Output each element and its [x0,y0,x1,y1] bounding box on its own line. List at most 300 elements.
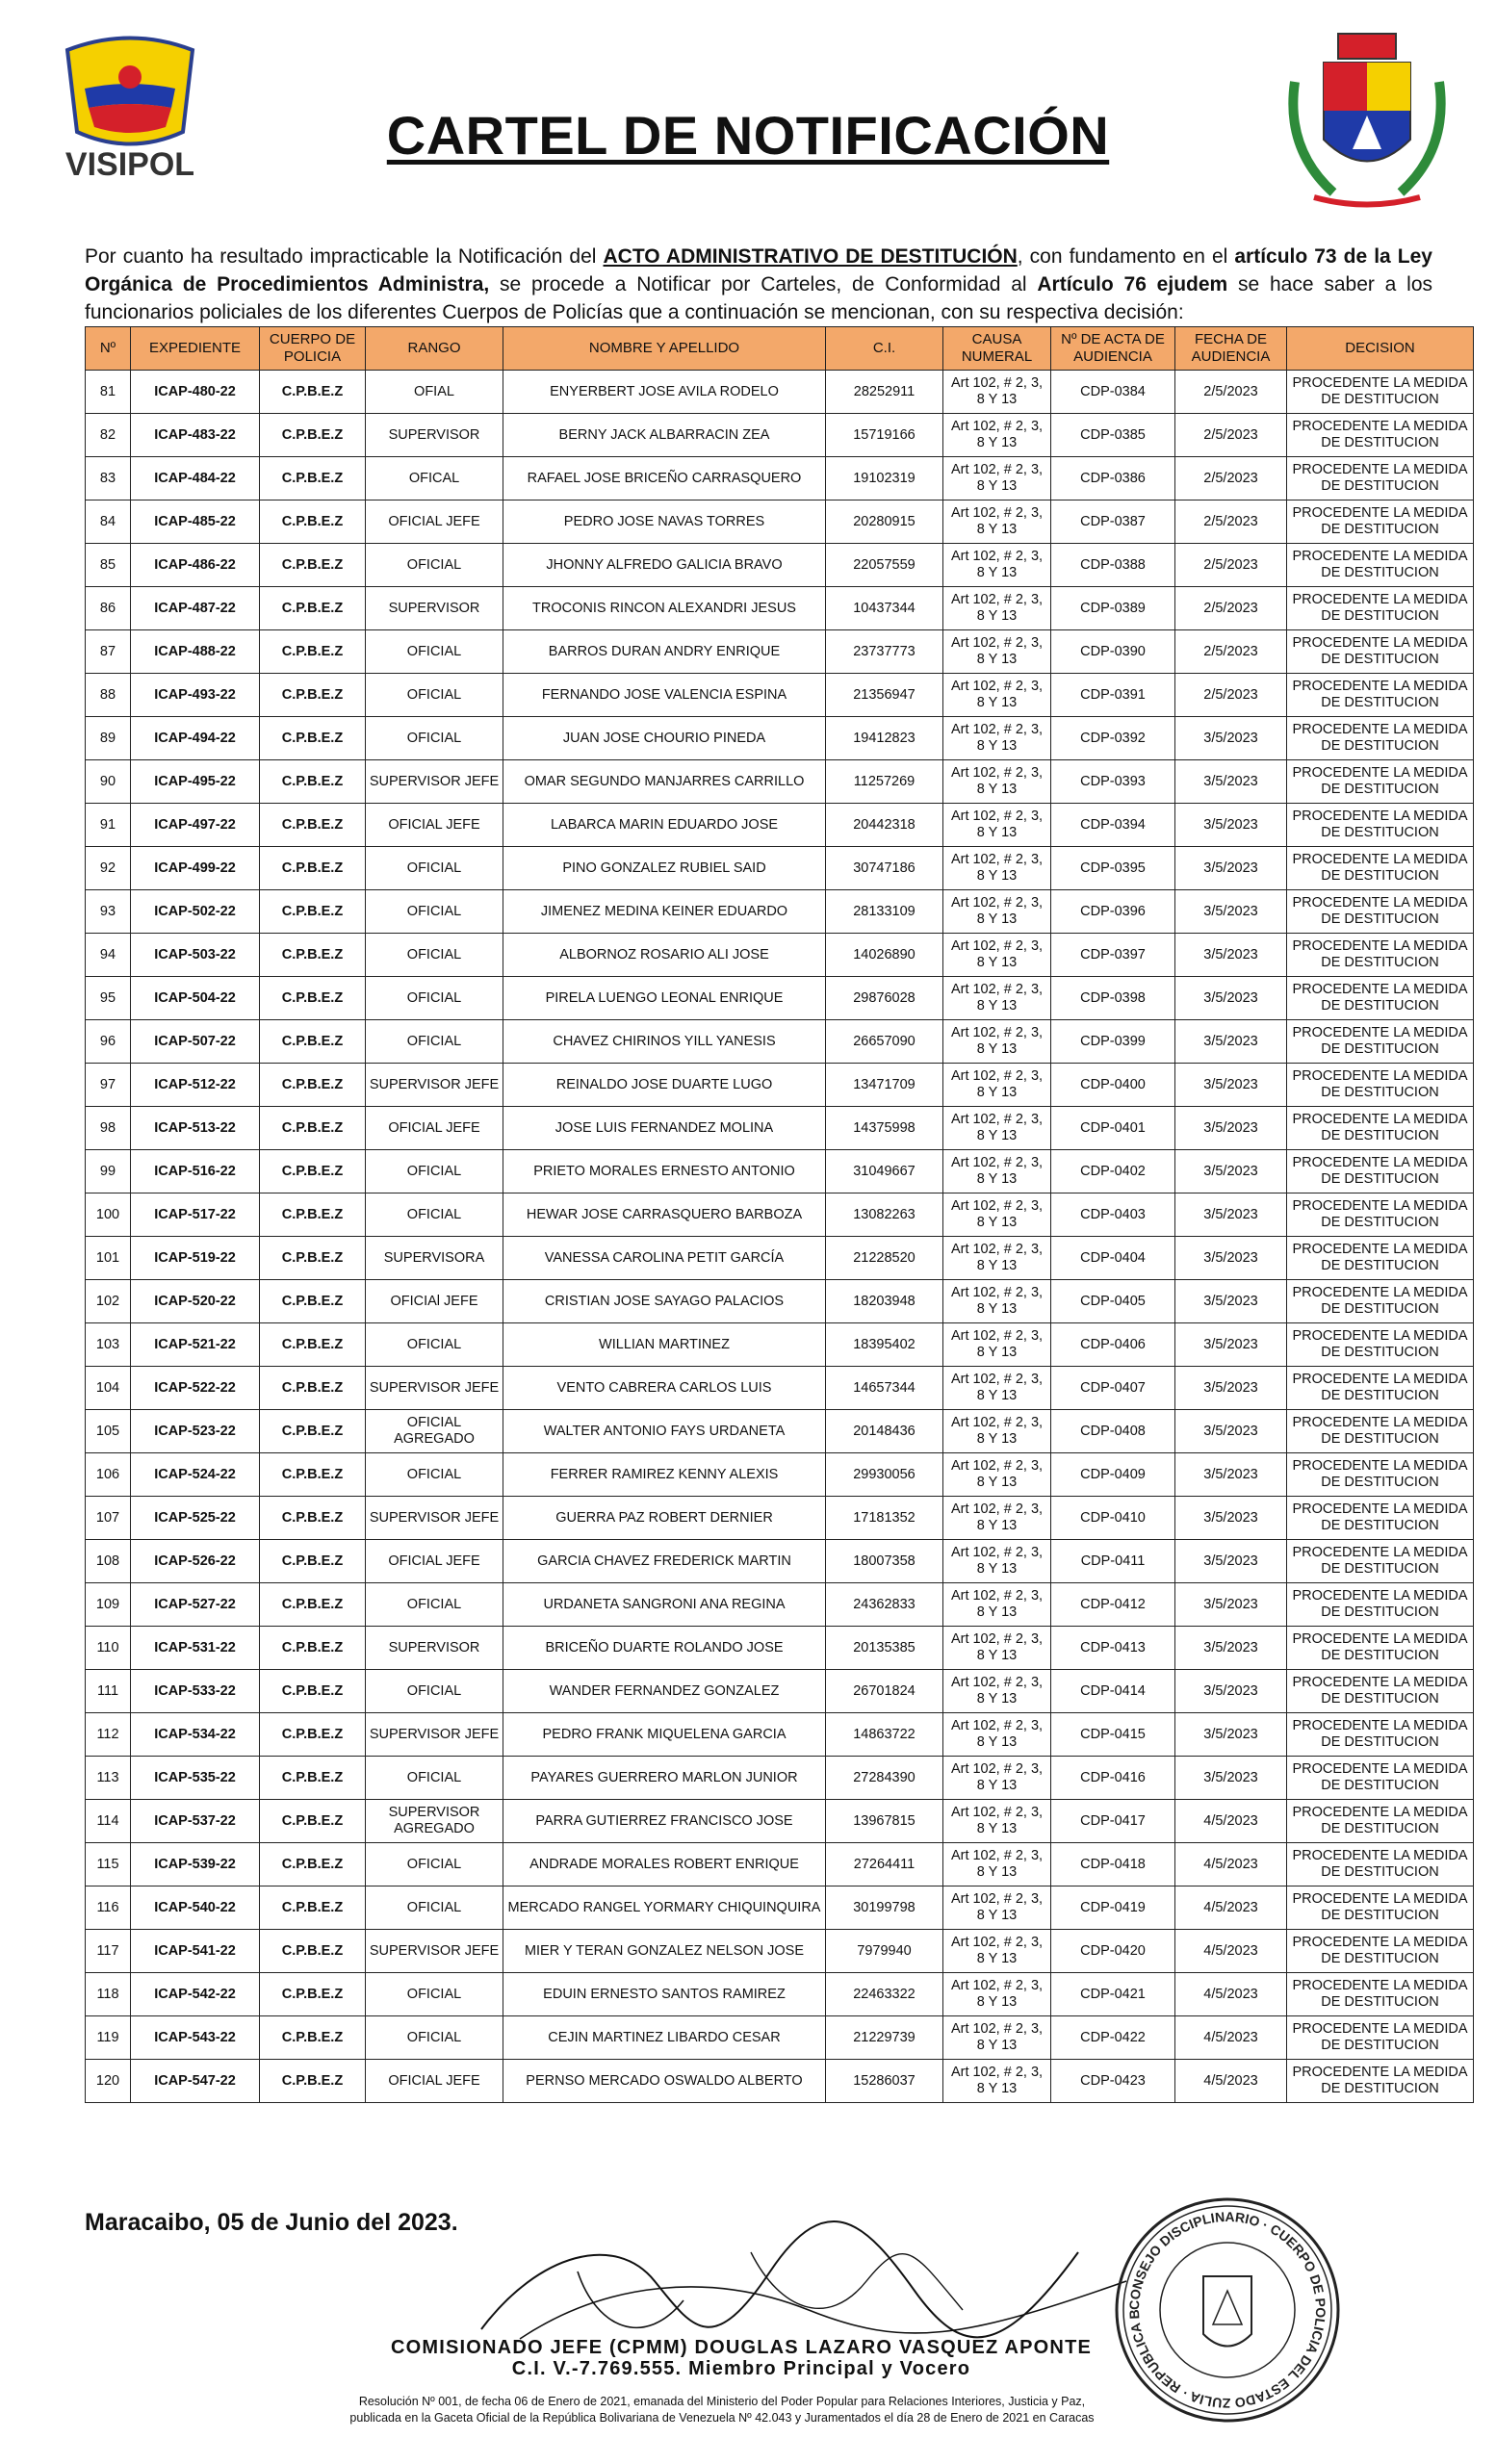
row-expediente: ICAP-542-22 [131,1973,260,2016]
row-cuerpo: C.P.B.E.Z [260,1886,366,1930]
row-fecha: 3/5/2023 [1175,934,1287,977]
row-nombre: PIRELA LUENGO LEONAL ENRIQUE [503,977,826,1020]
signer-name: COMISIONADO JEFE (CPMM) DOUGLAS LAZARO VASQUEZ APONTE [390,2337,1093,2358]
header-fecha: FECHA DE AUDIENCIA [1175,327,1287,371]
row-num: 99 [86,1150,131,1194]
row-cuerpo: C.P.B.E.Z [260,674,366,717]
row-expediente: ICAP-495-22 [131,760,260,804]
row-expediente: ICAP-483-22 [131,414,260,457]
row-nombre: JUAN JOSE CHOURIO PINEDA [503,717,826,760]
row-ci: 13471709 [826,1064,943,1107]
row-ci: 21356947 [826,674,943,717]
row-rango: OFICIAL [366,1670,503,1713]
row-acta: CDP-0391 [1051,674,1175,717]
row-expediente: ICAP-516-22 [131,1150,260,1194]
row-nombre: ANDRADE MORALES ROBERT ENRIQUE [503,1843,826,1886]
row-fecha: 3/5/2023 [1175,1583,1287,1627]
row-cuerpo: C.P.B.E.Z [260,1410,366,1453]
row-cuerpo: C.P.B.E.Z [260,1843,366,1886]
row-nombre: CEJIN MARTINEZ LIBARDO CESAR [503,2016,826,2060]
row-acta: CDP-0419 [1051,1886,1175,1930]
row-expediente: ICAP-537-22 [131,1800,260,1843]
row-ci: 27264411 [826,1843,943,1886]
intro-bold-3: Artículo 76 ejudem [1037,273,1228,295]
row-num: 101 [86,1237,131,1280]
row-decision: PROCEDENTE LA MEDIDA DE DESTITUCION [1287,977,1474,1020]
row-nombre: FERNANDO JOSE VALENCIA ESPINA [503,674,826,717]
row-causa: Art 102, # 2, 3, 8 Y 13 [943,544,1051,587]
row-expediente: ICAP-480-22 [131,371,260,414]
row-causa: Art 102, # 2, 3, 8 Y 13 [943,1323,1051,1367]
row-cuerpo: C.P.B.E.Z [260,1670,366,1713]
row-num: 117 [86,1930,131,1973]
row-num: 93 [86,890,131,934]
row-ci: 7979940 [826,1930,943,1973]
row-cuerpo: C.P.B.E.Z [260,1194,366,1237]
row-acta: CDP-0413 [1051,1627,1175,1670]
row-cuerpo: C.P.B.E.Z [260,804,366,847]
row-rango: OFICIAL [366,717,503,760]
row-decision: PROCEDENTE LA MEDIDA DE DESTITUCION [1287,1497,1474,1540]
footnote [241,2394,1203,2426]
row-rango: OFICIAl JEFE [366,1280,503,1323]
row-acta: CDP-0392 [1051,717,1175,760]
row-decision: PROCEDENTE LA MEDIDA DE DESTITUCION [1287,587,1474,630]
row-ci: 18395402 [826,1323,943,1367]
row-fecha: 3/5/2023 [1175,1367,1287,1410]
table-row [86,1713,1474,1757]
row-nombre: PAYARES GUERRERO MARLON JUNIOR [503,1757,826,1800]
table-row [86,674,1474,717]
row-num: 96 [86,1020,131,1064]
row-fecha: 4/5/2023 [1175,1973,1287,2016]
row-rango: SUPERVISOR JEFE [366,1367,503,1410]
row-causa: Art 102, # 2, 3, 8 Y 13 [943,1367,1051,1410]
row-decision: PROCEDENTE LA MEDIDA DE DESTITUCION [1287,2060,1474,2103]
row-ci: 21228520 [826,1237,943,1280]
intro-text-2: , con fundamento en el [1017,245,1235,268]
row-expediente: ICAP-524-22 [131,1453,260,1497]
row-ci: 28133109 [826,890,943,934]
table-body [86,371,1474,2103]
signer-id: C.I. V.-7.769.555. Miembro Principal y Vocero [511,2358,971,2379]
row-acta: CDP-0409 [1051,1453,1175,1497]
row-fecha: 2/5/2023 [1175,500,1287,544]
row-ci: 17181352 [826,1497,943,1540]
row-expediente: ICAP-539-22 [131,1843,260,1886]
row-acta: CDP-0414 [1051,1670,1175,1713]
row-ci: 30199798 [826,1886,943,1930]
row-causa: Art 102, # 2, 3, 8 Y 13 [943,1973,1051,2016]
row-ci: 22057559 [826,544,943,587]
row-causa: Art 102, # 2, 3, 8 Y 13 [943,2060,1051,2103]
row-cuerpo: C.P.B.E.Z [260,2060,366,2103]
row-nombre: JOSE LUIS FERNANDEZ MOLINA [503,1107,826,1150]
table-row [86,1150,1474,1194]
row-num: 106 [86,1453,131,1497]
row-cuerpo: C.P.B.E.Z [260,1150,366,1194]
row-ci: 13967815 [826,1800,943,1843]
row-num: 116 [86,1886,131,1930]
row-rango: OFICIAL [366,1757,503,1800]
row-rango: OFICIAL [366,1583,503,1627]
row-causa: Art 102, # 2, 3, 8 Y 13 [943,1843,1051,1886]
row-decision: PROCEDENTE LA MEDIDA DE DESTITUCION [1287,760,1474,804]
row-ci: 27284390 [826,1757,943,1800]
row-causa: Art 102, # 2, 3, 8 Y 13 [943,1713,1051,1757]
row-expediente: ICAP-494-22 [131,717,260,760]
row-rango: SUPERVISOR AGREGADO [366,1800,503,1843]
row-cuerpo: C.P.B.E.Z [260,1107,366,1150]
row-fecha: 4/5/2023 [1175,2060,1287,2103]
table-row [86,1410,1474,1453]
row-causa: Art 102, # 2, 3, 8 Y 13 [943,1280,1051,1323]
row-expediente: ICAP-547-22 [131,2060,260,2103]
row-acta: CDP-0411 [1051,1540,1175,1583]
row-nombre: BARROS DURAN ANDRY ENRIQUE [503,630,826,674]
table-header-row [86,327,1474,371]
row-nombre: ALBORNOZ ROSARIO ALI JOSE [503,934,826,977]
row-rango: SUPERVISOR [366,1627,503,1670]
row-expediente: ICAP-513-22 [131,1107,260,1150]
row-cuerpo: C.P.B.E.Z [260,1713,366,1757]
row-acta: CDP-0402 [1051,1150,1175,1194]
row-num: 118 [86,1973,131,2016]
row-expediente: ICAP-512-22 [131,1064,260,1107]
row-fecha: 3/5/2023 [1175,1323,1287,1367]
row-acta: CDP-0417 [1051,1800,1175,1843]
row-expediente: ICAP-531-22 [131,1627,260,1670]
row-nombre: VANESSA CAROLINA PETIT GARCÍA [503,1237,826,1280]
row-fecha: 3/5/2023 [1175,1540,1287,1583]
row-nombre: CHAVEZ CHIRINOS YILL YANESIS [503,1020,826,1064]
row-ci: 20148436 [826,1410,943,1453]
row-acta: CDP-0385 [1051,414,1175,457]
row-ci: 24362833 [826,1583,943,1627]
row-num: 114 [86,1800,131,1843]
intro-text-1: Por cuanto ha resultado impracticable la Notificación del [85,245,604,268]
header-cuerpo: CUERPO DE POLICIA [260,327,366,371]
row-ci: 18007358 [826,1540,943,1583]
row-num: 88 [86,674,131,717]
table-row [86,1973,1474,2016]
row-num: 81 [86,371,131,414]
row-ci: 20442318 [826,804,943,847]
row-expediente: ICAP-504-22 [131,977,260,1020]
row-cuerpo: C.P.B.E.Z [260,1540,366,1583]
row-fecha: 3/5/2023 [1175,1713,1287,1757]
row-decision: PROCEDENTE LA MEDIDA DE DESTITUCION [1287,1237,1474,1280]
row-rango: OFICIAL [366,890,503,934]
row-expediente: ICAP-522-22 [131,1367,260,1410]
row-num: 85 [86,544,131,587]
row-fecha: 3/5/2023 [1175,1237,1287,1280]
row-ci: 14657344 [826,1367,943,1410]
row-causa: Art 102, # 2, 3, 8 Y 13 [943,1757,1051,1800]
row-cuerpo: C.P.B.E.Z [260,457,366,500]
header-acta: Nº DE ACTA DE AUDIENCIA [1051,327,1175,371]
row-ci: 20135385 [826,1627,943,1670]
row-ci: 30747186 [826,847,943,890]
row-rango: OFICIAL JEFE [366,1540,503,1583]
row-nombre: CRISTIAN JOSE SAYAGO PALACIOS [503,1280,826,1323]
row-fecha: 4/5/2023 [1175,1930,1287,1973]
row-acta: CDP-0421 [1051,1973,1175,2016]
row-causa: Art 102, # 2, 3, 8 Y 13 [943,587,1051,630]
row-causa: Art 102, # 2, 3, 8 Y 13 [943,890,1051,934]
row-cuerpo: C.P.B.E.Z [260,1323,366,1367]
row-nombre: MERCADO RANGEL YORMARY CHIQUINQUIRA [503,1886,826,1930]
row-acta: CDP-0396 [1051,890,1175,934]
row-fecha: 3/5/2023 [1175,1064,1287,1107]
row-ci: 29876028 [826,977,943,1020]
row-fecha: 3/5/2023 [1175,1627,1287,1670]
table-row [86,1540,1474,1583]
row-rango: SUPERVISOR JEFE [366,1064,503,1107]
row-decision: PROCEDENTE LA MEDIDA DE DESTITUCION [1287,1583,1474,1627]
row-num: 89 [86,717,131,760]
row-cuerpo: C.P.B.E.Z [260,630,366,674]
seal-text: CONSEJO DISCIPLINARIO · CUERPO DE POLICIA DEL ESTADO ZULIA · REPUBLICA B [1125,2208,1329,2412]
row-fecha: 2/5/2023 [1175,630,1287,674]
row-expediente: ICAP-540-22 [131,1886,260,1930]
row-fecha: 3/5/2023 [1175,890,1287,934]
row-rango: OFICIAL [366,1150,503,1194]
row-acta: CDP-0387 [1051,500,1175,544]
row-expediente: ICAP-526-22 [131,1540,260,1583]
row-acta: CDP-0400 [1051,1064,1175,1107]
row-decision: PROCEDENTE LA MEDIDA DE DESTITUCION [1287,1886,1474,1930]
row-decision: PROCEDENTE LA MEDIDA DE DESTITUCION [1287,414,1474,457]
intro-text-3: se procede a Notificar por Carteles, de Conformidad al [489,273,1038,295]
row-acta: CDP-0423 [1051,2060,1175,2103]
row-rango: OFICIAL [366,1886,503,1930]
table-row [86,457,1474,500]
row-decision: PROCEDENTE LA MEDIDA DE DESTITUCION [1287,1757,1474,1800]
row-fecha: 3/5/2023 [1175,1020,1287,1064]
row-cuerpo: C.P.B.E.Z [260,414,366,457]
row-causa: Art 102, # 2, 3, 8 Y 13 [943,717,1051,760]
row-causa: Art 102, # 2, 3, 8 Y 13 [943,2016,1051,2060]
row-nombre: WALTER ANTONIO FAYS URDANETA [503,1410,826,1453]
row-decision: PROCEDENTE LA MEDIDA DE DESTITUCION [1287,1323,1474,1367]
row-causa: Art 102, # 2, 3, 8 Y 13 [943,1886,1051,1930]
row-rango: OFICIAL [366,1973,503,2016]
intro-paragraph [85,243,1432,326]
row-cuerpo: C.P.B.E.Z [260,544,366,587]
table-row [86,934,1474,977]
row-nombre: REINALDO JOSE DUARTE LUGO [503,1064,826,1107]
row-ci: 15719166 [826,414,943,457]
row-cuerpo: C.P.B.E.Z [260,1800,366,1843]
row-decision: PROCEDENTE LA MEDIDA DE DESTITUCION [1287,1973,1474,2016]
row-acta: CDP-0422 [1051,2016,1175,2060]
row-rango: OFICIAL [366,544,503,587]
row-acta: CDP-0405 [1051,1280,1175,1323]
row-rango: OFICIAL [366,977,503,1020]
table-row [86,1583,1474,1627]
row-causa: Art 102, # 2, 3, 8 Y 13 [943,1150,1051,1194]
row-cuerpo: C.P.B.E.Z [260,1453,366,1497]
row-num: 104 [86,1367,131,1410]
svg-text:VISIPOL: VISIPOL [64,146,195,183]
row-fecha: 3/5/2023 [1175,804,1287,847]
row-fecha: 2/5/2023 [1175,371,1287,414]
row-causa: Art 102, # 2, 3, 8 Y 13 [943,1194,1051,1237]
row-fecha: 3/5/2023 [1175,1670,1287,1713]
row-cuerpo: C.P.B.E.Z [260,934,366,977]
row-ci: 19412823 [826,717,943,760]
row-fecha: 4/5/2023 [1175,1843,1287,1886]
row-decision: PROCEDENTE LA MEDIDA DE DESTITUCION [1287,1064,1474,1107]
row-fecha: 3/5/2023 [1175,1410,1287,1453]
row-acta: CDP-0397 [1051,934,1175,977]
row-num: 91 [86,804,131,847]
table-row [86,1627,1474,1670]
row-cuerpo: C.P.B.E.Z [260,1973,366,2016]
footnote-line-2: publicada en la Gaceta Oficial de la República Bolivariana de Venezuela Nº 42.043 y Juramentados el día 28 de Enero de 2021 en Caracas [349,2411,1095,2425]
row-rango: OFICIAL [366,934,503,977]
row-nombre: PEDRO JOSE NAVAS TORRES [503,500,826,544]
table-row [86,1886,1474,1930]
row-nombre: BERNY JACK ALBARRACIN ZEA [503,414,826,457]
header-expediente: EXPEDIENTE [131,327,260,371]
row-fecha: 3/5/2023 [1175,717,1287,760]
row-decision: PROCEDENTE LA MEDIDA DE DESTITUCION [1287,1843,1474,1886]
row-fecha: 3/5/2023 [1175,1757,1287,1800]
row-decision: PROCEDENTE LA MEDIDA DE DESTITUCION [1287,1540,1474,1583]
row-expediente: ICAP-487-22 [131,587,260,630]
row-causa: Art 102, # 2, 3, 8 Y 13 [943,760,1051,804]
row-rango: OFICIAL [366,1194,503,1237]
row-rango: OFICIAL [366,674,503,717]
row-expediente: ICAP-493-22 [131,674,260,717]
row-expediente: ICAP-520-22 [131,1280,260,1323]
row-num: 109 [86,1583,131,1627]
row-decision: PROCEDENTE LA MEDIDA DE DESTITUCION [1287,1670,1474,1713]
row-rango: SUPERVISORA [366,1237,503,1280]
table-row [86,760,1474,804]
row-expediente: ICAP-541-22 [131,1930,260,1973]
row-nombre: MIER Y TERAN GONZALEZ NELSON JOSE [503,1930,826,1973]
row-causa: Art 102, # 2, 3, 8 Y 13 [943,1627,1051,1670]
row-acta: CDP-0403 [1051,1194,1175,1237]
header-ci: C.I. [826,327,943,371]
table-row [86,804,1474,847]
row-rango: OFICIAL AGREGADO [366,1410,503,1453]
row-acta: CDP-0386 [1051,457,1175,500]
table-row [86,1930,1474,1973]
row-expediente: ICAP-543-22 [131,2016,260,2060]
row-rango: OFICIAL JEFE [366,500,503,544]
row-nombre: JIMENEZ MEDINA KEINER EDUARDO [503,890,826,934]
row-acta: CDP-0398 [1051,977,1175,1020]
row-causa: Art 102, # 2, 3, 8 Y 13 [943,1540,1051,1583]
row-cuerpo: C.P.B.E.Z [260,847,366,890]
row-expediente: ICAP-486-22 [131,544,260,587]
row-fecha: 3/5/2023 [1175,977,1287,1020]
row-num: 105 [86,1410,131,1453]
row-expediente: ICAP-523-22 [131,1410,260,1453]
row-decision: PROCEDENTE LA MEDIDA DE DESTITUCION [1287,1800,1474,1843]
row-nombre: ENYERBERT JOSE AVILA RODELO [503,371,826,414]
row-causa: Art 102, # 2, 3, 8 Y 13 [943,500,1051,544]
row-ci: 11257269 [826,760,943,804]
row-nombre: PRIETO MORALES ERNESTO ANTONIO [503,1150,826,1194]
row-causa: Art 102, # 2, 3, 8 Y 13 [943,934,1051,977]
row-decision: PROCEDENTE LA MEDIDA DE DESTITUCION [1287,457,1474,500]
row-acta: CDP-0410 [1051,1497,1175,1540]
header-rango: RANGO [366,327,503,371]
row-nombre: PERNSO MERCADO OSWALDO ALBERTO [503,2060,826,2103]
row-decision: PROCEDENTE LA MEDIDA DE DESTITUCION [1287,371,1474,414]
row-cuerpo: C.P.B.E.Z [260,371,366,414]
row-causa: Art 102, # 2, 3, 8 Y 13 [943,630,1051,674]
table-row [86,414,1474,457]
row-nombre: FERRER RAMIREZ KENNY ALEXIS [503,1453,826,1497]
row-causa: Art 102, # 2, 3, 8 Y 13 [943,457,1051,500]
row-expediente: ICAP-521-22 [131,1323,260,1367]
row-num: 83 [86,457,131,500]
row-rango: SUPERVISOR [366,414,503,457]
row-rango: OFICIAL [366,630,503,674]
row-expediente: ICAP-484-22 [131,457,260,500]
row-causa: Art 102, # 2, 3, 8 Y 13 [943,1107,1051,1150]
row-decision: PROCEDENTE LA MEDIDA DE DESTITUCION [1287,500,1474,544]
row-ci: 21229739 [826,2016,943,2060]
table-row [86,544,1474,587]
row-acta: CDP-0384 [1051,371,1175,414]
row-ci: 31049667 [826,1150,943,1194]
row-num: 87 [86,630,131,674]
row-num: 84 [86,500,131,544]
row-fecha: 3/5/2023 [1175,1150,1287,1194]
row-fecha: 3/5/2023 [1175,1194,1287,1237]
row-fecha: 2/5/2023 [1175,674,1287,717]
table-row [86,1757,1474,1800]
table-row [86,1670,1474,1713]
row-num: 94 [86,934,131,977]
row-ci: 28252911 [826,371,943,414]
row-decision: PROCEDENTE LA MEDIDA DE DESTITUCION [1287,544,1474,587]
table-row [86,1107,1474,1150]
notification-table [85,326,1474,2103]
table-row [86,1064,1474,1107]
row-rango: OFICIAL JEFE [366,2060,503,2103]
table-row [86,1497,1474,1540]
row-ci: 14863722 [826,1713,943,1757]
row-rango: SUPERVISOR JEFE [366,760,503,804]
row-num: 95 [86,977,131,1020]
row-ci: 29930056 [826,1453,943,1497]
row-cuerpo: C.P.B.E.Z [260,1627,366,1670]
row-num: 108 [86,1540,131,1583]
row-rango: SUPERVISOR JEFE [366,1497,503,1540]
row-ci: 14026890 [826,934,943,977]
table-row [86,977,1474,1020]
row-cuerpo: C.P.B.E.Z [260,977,366,1020]
intro-bold-1: ACTO ADMINISTRATIVO DE DESTITUCIÓN [603,245,1018,268]
row-nombre: VENTO CABRERA CARLOS LUIS [503,1367,826,1410]
row-ci: 18203948 [826,1280,943,1323]
row-causa: Art 102, # 2, 3, 8 Y 13 [943,977,1051,1020]
row-ci: 19102319 [826,457,943,500]
row-nombre: GUERRA PAZ ROBERT DERNIER [503,1497,826,1540]
row-causa: Art 102, # 2, 3, 8 Y 13 [943,1497,1051,1540]
row-decision: PROCEDENTE LA MEDIDA DE DESTITUCION [1287,1453,1474,1497]
row-cuerpo: C.P.B.E.Z [260,1583,366,1627]
row-rango: OFICIAL JEFE [366,1107,503,1150]
